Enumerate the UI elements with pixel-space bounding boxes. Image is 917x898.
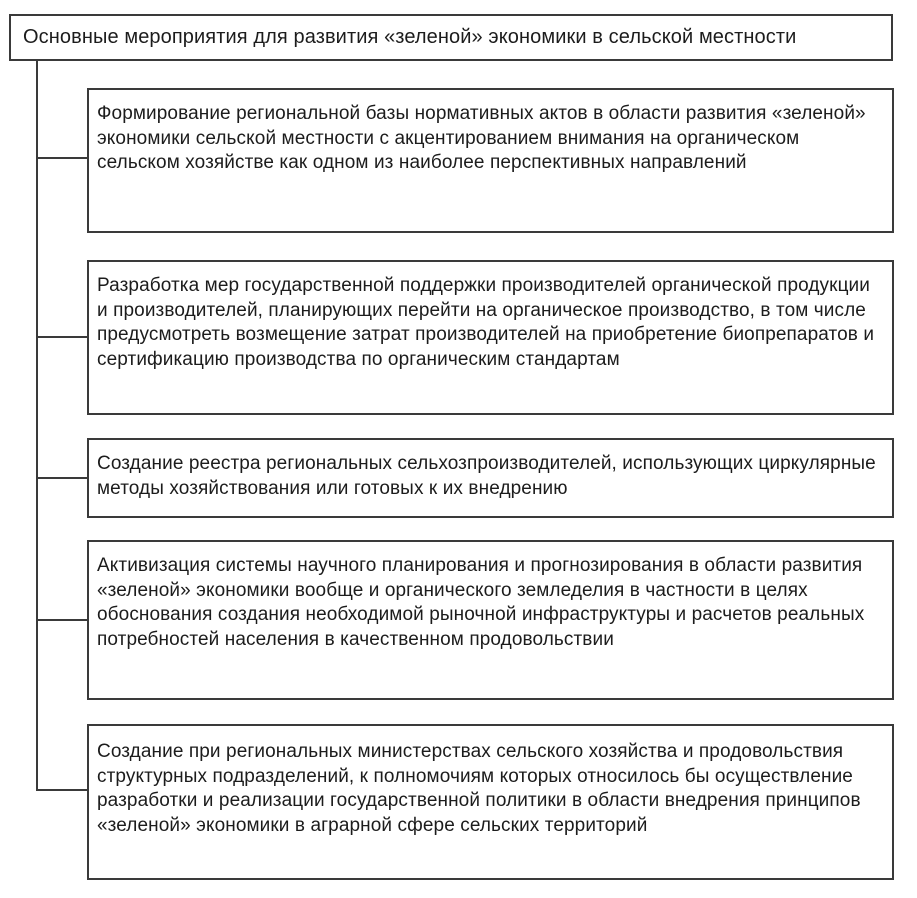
measure-box-5: Создание при региональных министерствах сельского хозяйства и продовольствия структурных подразделений, к полномочиям которых относилось бы осуществление разработки и реализации государственной политики в области внедрения принципов «зеленой» экономики в аграрной сфере сельских территорий <box>87 724 894 880</box>
connector-branch-2 <box>36 336 87 338</box>
connector-branch-5 <box>36 789 87 791</box>
measure-box-4: Активизация системы научного планирования и прогнозирования в области развития «зеленой» экономики вообще и органического земледелия в частности в целях обоснования создания необходимой рыночной инфраструктуры и расчетов реальных потребностей населения в качественном продовольствии <box>87 540 894 700</box>
diagram-title-box: Основные мероприятия для развития «зеленой» экономики в сельской местности <box>9 14 893 61</box>
connector-branch-1 <box>36 157 87 159</box>
connector-branch-4 <box>36 619 87 621</box>
connector-branch-3 <box>36 477 87 479</box>
measure-box-1: Формирование региональной базы нормативных актов в области развития «зеленой» экономики сельской местности с акцентированием внимания на органическом сельском хозяйстве как одном из наиболее перспективных направлений <box>87 88 894 233</box>
measure-box-2: Разработка мер государственной поддержки производителей органической продукции и производителей, планирующих перейти на органическое производство, в том числе предусмотреть возмещение затрат производителей на приобретение биопрепаратов и сертификацию производства по органическим стандартам <box>87 260 894 415</box>
connector-trunk <box>36 61 38 790</box>
measure-box-3: Создание реестра региональных сельхозпроизводителей, использующих циркулярные методы хозяйствования или готовых к их внедрению <box>87 438 894 518</box>
